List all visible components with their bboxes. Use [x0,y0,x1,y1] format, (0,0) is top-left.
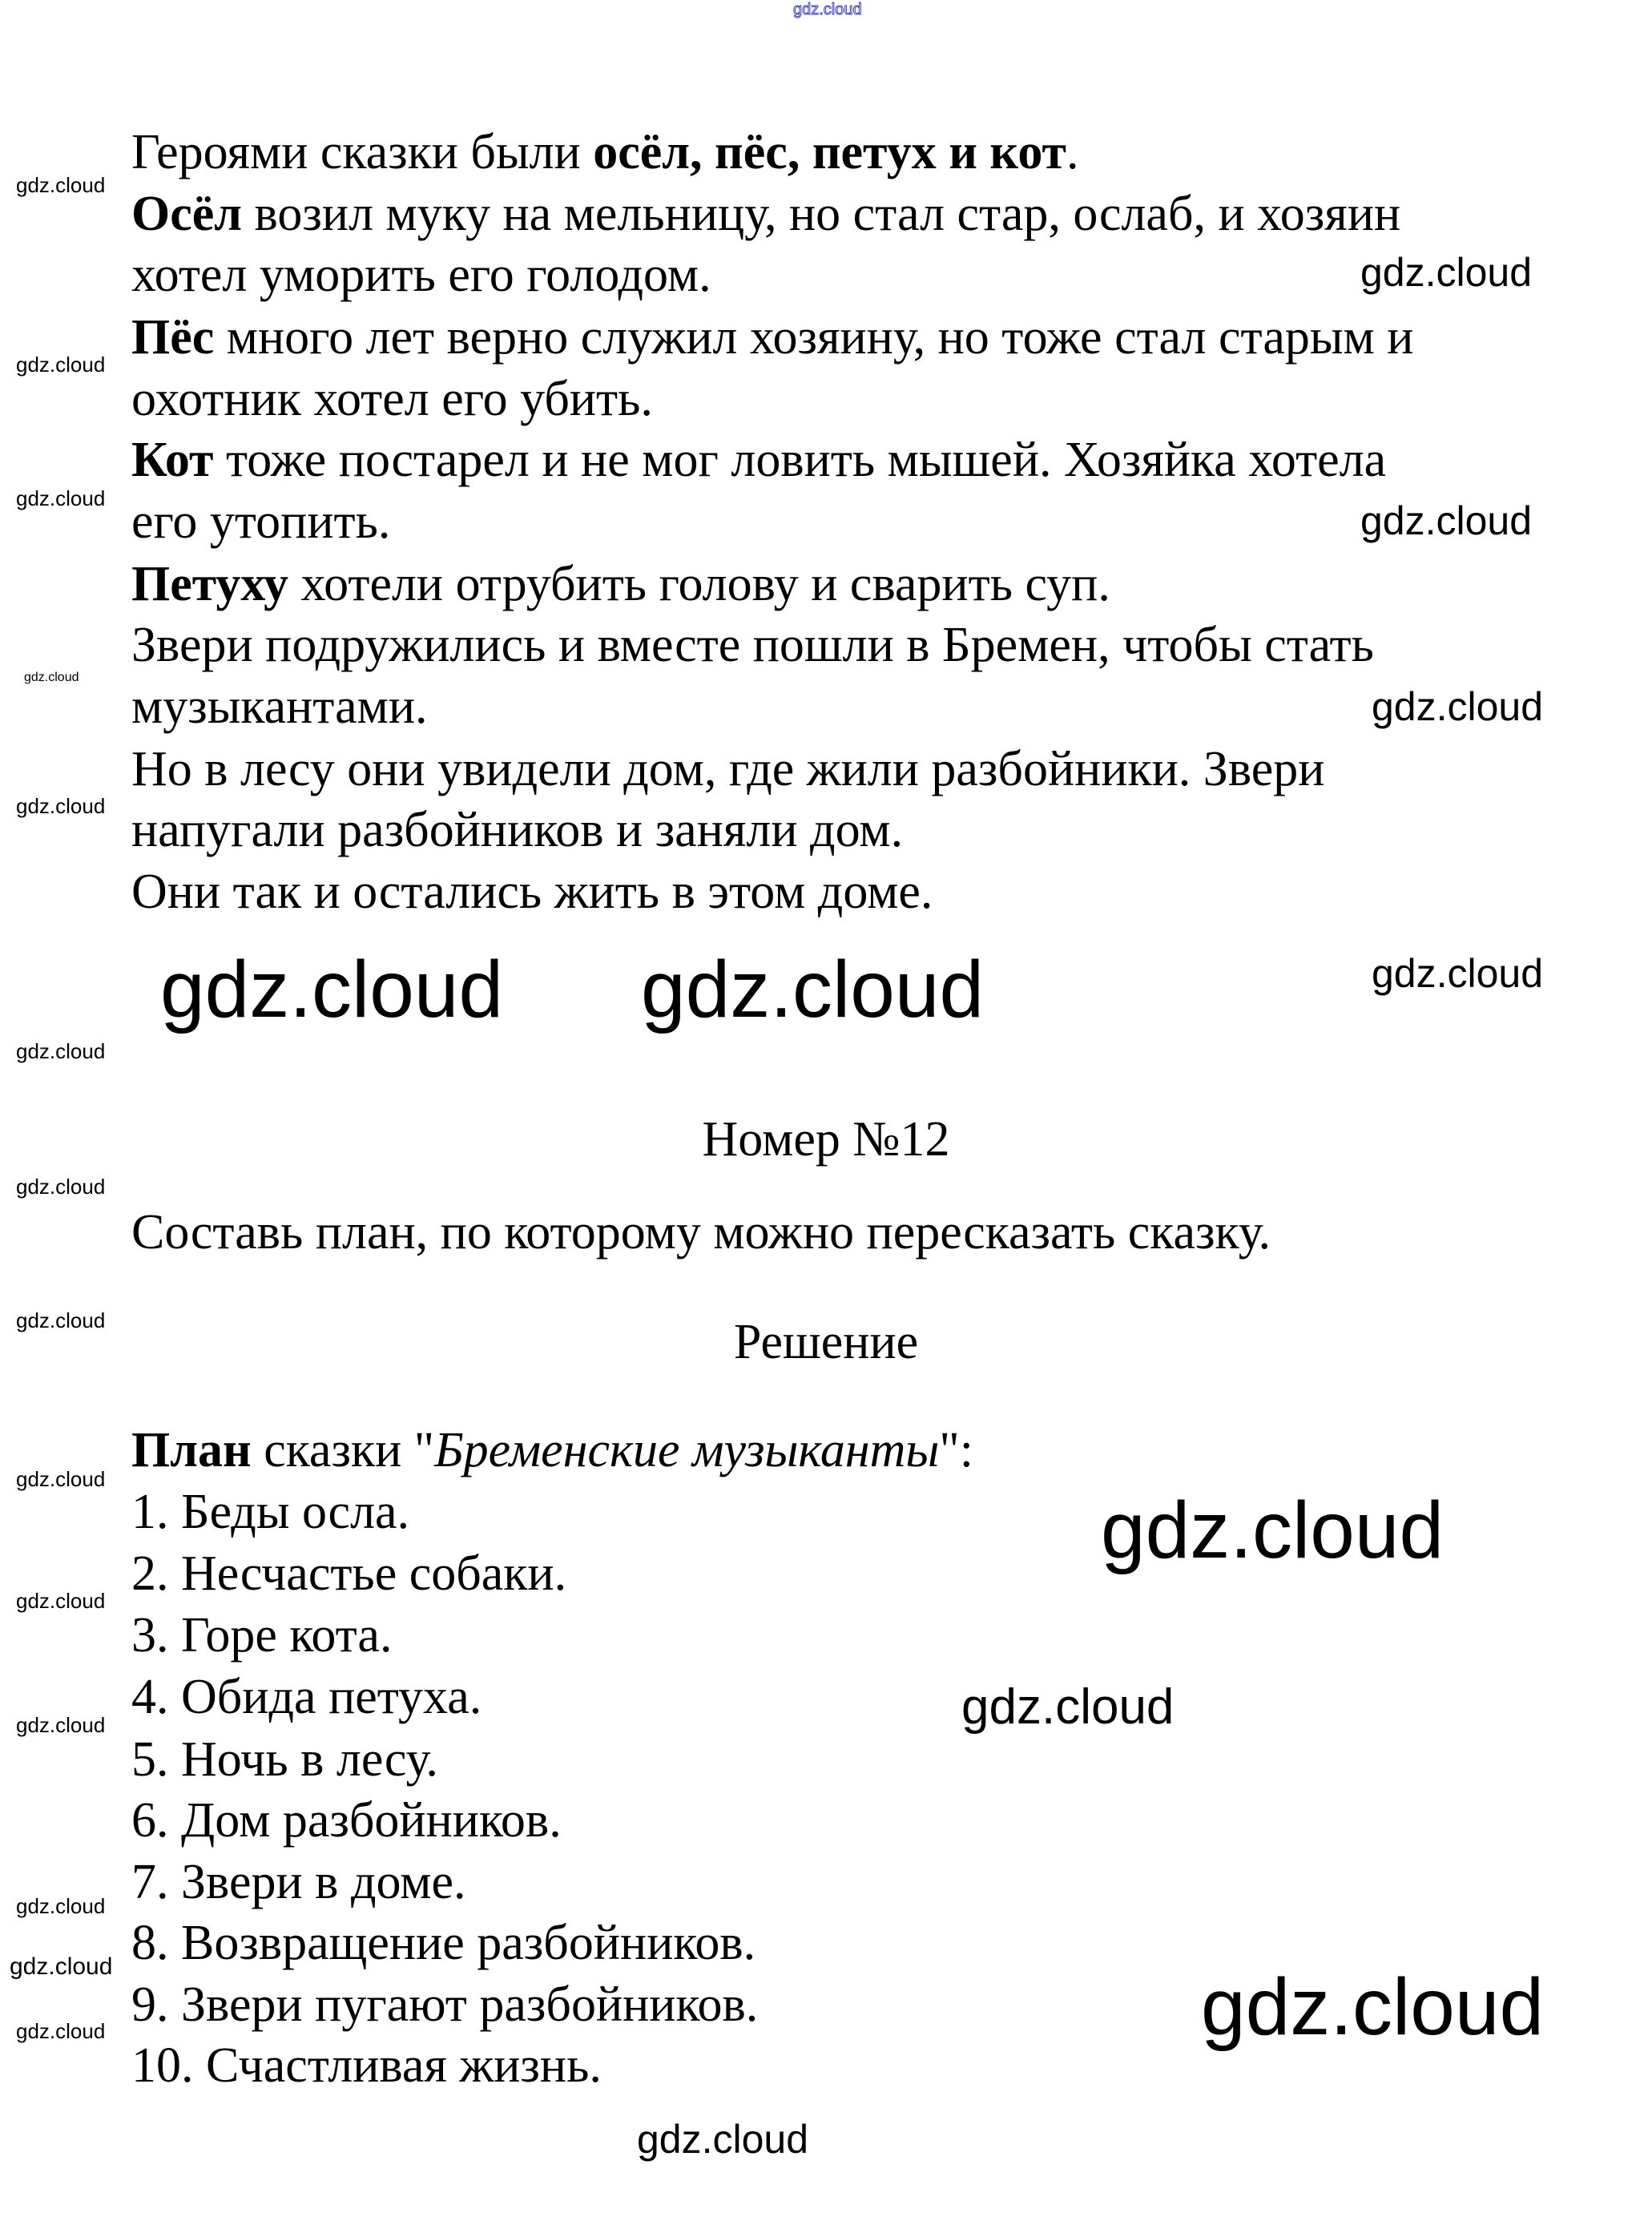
text: много лет верно служил хозяину, но тоже стал старым и [214,310,1414,365]
plan-item: 9. Звери пугают разбойников. [131,1977,759,2032]
watermark: gdz.cloud [16,1589,106,1613]
story-line [131,186,1400,242]
watermark: gdz.cloud [637,2117,809,2162]
story-line: его утопить. [131,494,391,549]
plan-item: 8. Возвращение разбойников. [131,1916,756,1970]
text: тоже постарел и не мог ловить мышей. Хозяйка хотела [213,433,1387,487]
plan-item: 10. Счастливая жизнь. [131,2038,602,2093]
watermark: gdz.cloud [16,173,106,197]
plan-item: 1. Беды осла. [131,1485,410,1539]
watermark: gdz.cloud [1101,1485,1444,1575]
plan-item: 7. Звери в доме. [131,1855,466,1909]
watermark: gdz.cloud [1372,951,1544,996]
watermark: gdz.cloud [1360,498,1533,543]
watermark: gdz.cloud [16,486,106,510]
watermark: gdz.cloud [24,671,79,684]
story-line: музыкантами. [131,679,428,734]
text: . [1066,125,1079,179]
story-line [131,309,1413,365]
story-line: Они так и остались жить в этом доме. [131,865,933,919]
text: ": [939,1423,973,1477]
bold-text: Кот [131,433,214,487]
watermark: gdz.cloud [160,945,504,1034]
watermark: gdz.cloud [16,1039,106,1063]
story-line: хотел уморить его голодом. [131,248,711,302]
text: сказки " [251,1423,435,1477]
watermark: gdz.cloud [16,1308,106,1332]
text: хотели отрубить голову и сварить суп. [288,557,1110,611]
italic-text: Бременские музыканты [434,1423,940,1477]
plan-item: 4. Обида петуха. [131,1670,482,1724]
story-line [131,556,1110,612]
watermark: gdz.cloud [16,1894,106,1918]
watermark: gdz.cloud [641,945,985,1034]
plan-item: 3. Горе кота. [131,1608,393,1663]
watermark: gdz.cloud [16,1467,106,1491]
story-line: охотник хотел его убить. [131,372,653,426]
plan-item: 2. Несчастье собаки. [131,1546,567,1601]
story-line [131,124,1078,180]
plan-intro [131,1422,973,1478]
text: Героями сказки были [131,125,594,179]
story-line: напугали разбойников и заняли дом. [131,803,904,857]
watermark: gdz.cloud [16,1175,106,1199]
story-line [131,432,1386,488]
task-text: Составь план, по которому можно пересказать сказку. [131,1205,1271,1260]
bold-text: осёл, пёс, петух и кот [593,125,1066,179]
top-watermark: gdz.cloud [793,1,862,18]
bold-text: Осёл [131,187,243,241]
watermark: gdz.cloud [16,794,106,818]
watermark: gdz.cloud [1201,1962,1545,2052]
watermark: gdz.cloud [10,1953,113,1980]
bold-text: План [131,1423,252,1477]
watermark: gdz.cloud [1372,684,1544,729]
plan-item: 6. Дом разбойников. [131,1793,562,1848]
story-line: Но в лесу они увидели дом, где жили разбойники. Звери [131,742,1325,796]
solution-title: Решение [733,1315,919,1369]
watermark: gdz.cloud [16,1713,106,1737]
task-title: Номер №12 [702,1112,950,1167]
text: возил муку на мельницу, но стал стар, ослаб, и хозяин [242,187,1401,241]
bold-text: Петуху [131,557,289,611]
watermark: gdz.cloud [961,1679,1175,1735]
watermark: gdz.cloud [1360,250,1533,295]
plan-item: 5. Ночь в лесу. [131,1732,438,1787]
story-line: Звери подружились и вместе пошли в Бремен, чтобы стать [131,618,1374,672]
watermark: gdz.cloud [16,2019,106,2043]
watermark: gdz.cloud [16,353,106,377]
bold-text: Пёс [131,310,215,365]
